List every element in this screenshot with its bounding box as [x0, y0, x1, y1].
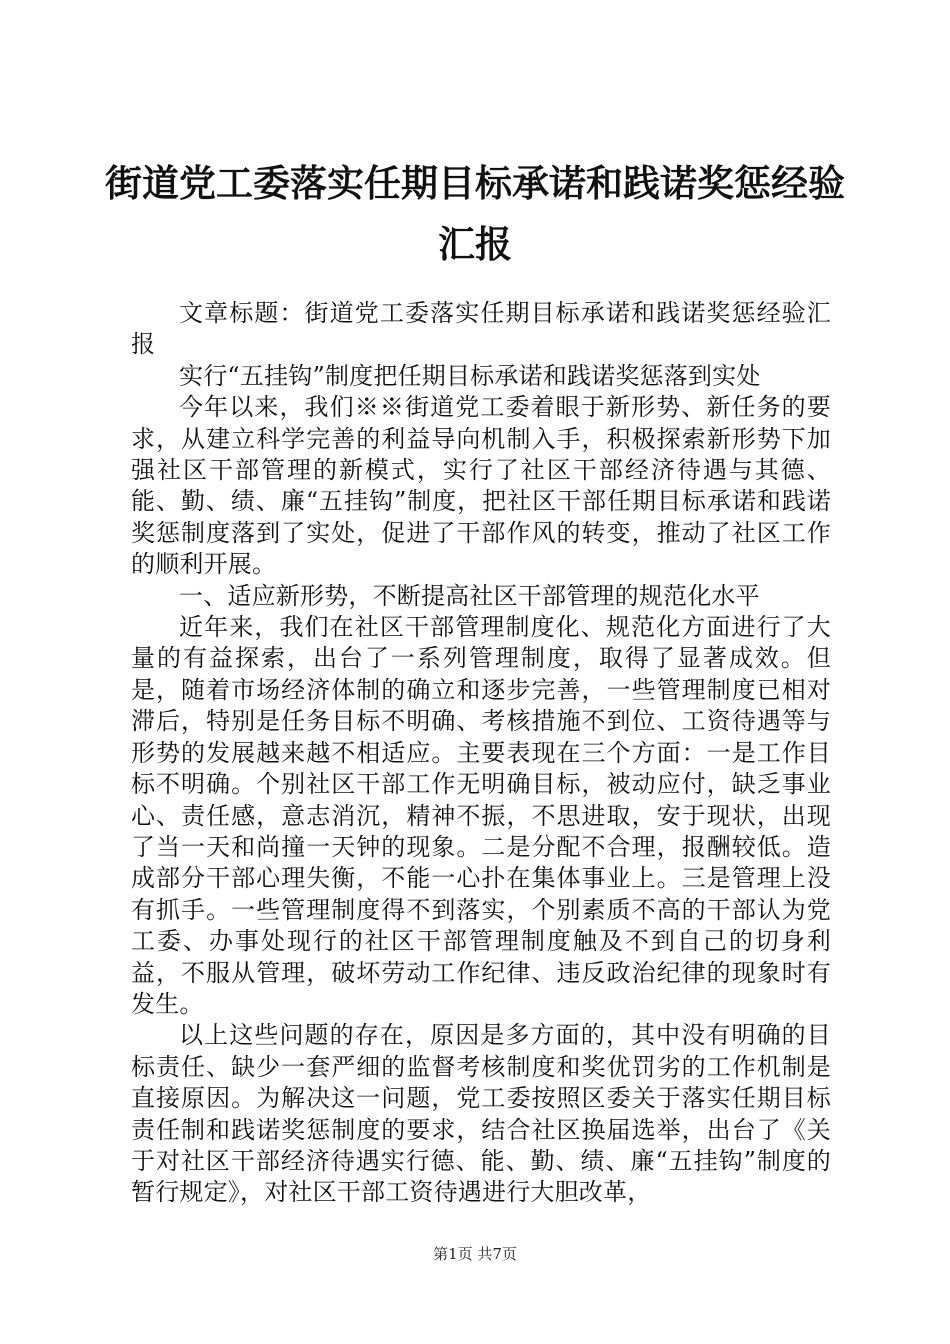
document-body [131, 298, 831, 1209]
page-number-footer: 第1页 共7页 [433, 1245, 517, 1263]
section-heading-1: 一、适应新形势，不断提高社区干部管理的规范化水平 [179, 581, 760, 610]
document-title-line-1: 街道党工委落实任期目标承诺和践诺奖惩经验 [105, 162, 845, 205]
body-paragraph: 以上这些问题的存在，原因是多方面的，其中没有明确的目标责任、缺少一套严细的监督考核制度和奖优罚劣的工作机制是直接原因。为解决这一问题，党工委按照区委关于落实任期目标责任制和践诺奖惩制度的要求，结合社区换届选举，出台了《关于对社区干部经济待遇实行德、能、勤、绩、廉“五挂钩”制度的暂行规定》，对社区干部工资待遇进行大胆改革， [131, 1021, 831, 1207]
intro-paragraph: 今年以来，我们※※街道党工委着眼于新形势、新任务的要求，从建立科学完善的利益导向机制入手，积极探索新形势下加强社区干部管理的新模式，实行了社区干部经济待遇与其德、能、勤、绩、廉“五挂钩”制度，把社区干部任期目标承诺和践诺奖惩制度落到了实处，促进了干部作风的转变，推动了社区工作的顺利开展。 [131, 393, 831, 579]
body-paragraph: 近年来，我们在社区干部管理制度化、规范化方面进行了大量的有益探索，出台了一系列管理制度，取得了显著成效。但是，随着市场经济体制的确立和逐步完善，一些管理制度已相对滞后，特别是任务目标不明确、考核措施不到位、工资待遇等与形势的发展越来越不相适应。主要表现在三个方面：一是工作目标不明确。个别社区干部工作无明确目标，被动应付，缺乏事业心、责任感，意志消沉，精神不振，不思进取，安于现状，出现了当一天和尚撞一天钟的现象。二是分配不合理，报酬较低。造成部分干部心理失衡，不能一心扑在集体事业上。三是管理上没有抓手。一些管理制度得不到落实，个别素质不高的干部认为党工委、办事处现行的社区干部管理制度触及不到自己的切身利益，不服从管理，破坏劳动工作纪律、违反政治纪律的现象时有发生。 [131, 613, 831, 1018]
document-title-line-2: 汇报 [438, 223, 512, 266]
article-title-paragraph: 文章标题：街道党工委落实任期目标承诺和践诺奖惩经验汇报 [131, 299, 831, 359]
subtitle-paragraph: 实行“五挂钩”制度把任期目标承诺和践诺奖惩落到实处 [179, 361, 761, 390]
